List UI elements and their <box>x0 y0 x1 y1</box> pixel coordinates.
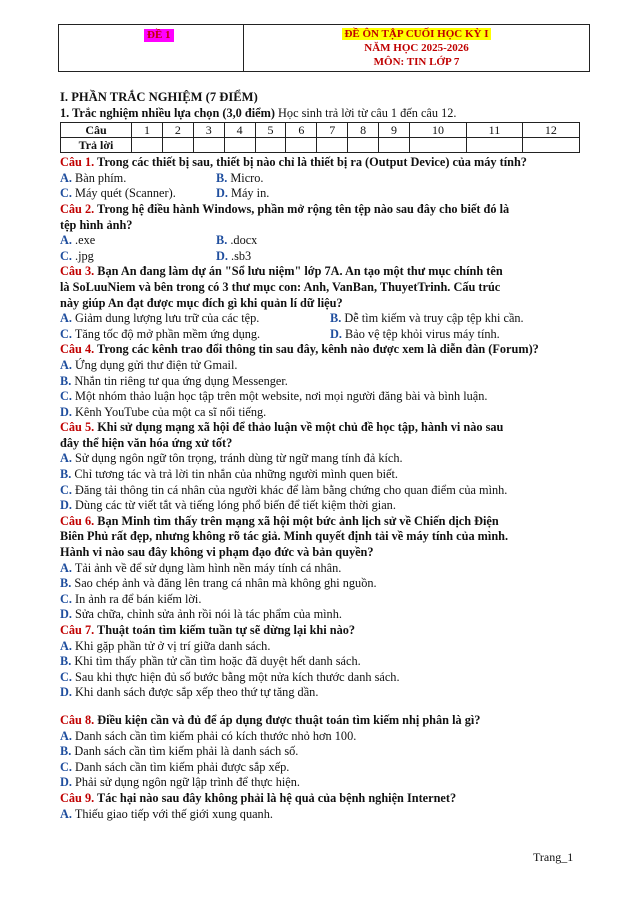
question-text-cont: Biên Phủ rất đẹp, nhưng không rõ tác giả. Minh quyết định tải về máy tính của mình. <box>60 529 509 544</box>
option-key: A. <box>60 451 72 466</box>
option-a: Khi gặp phần tử ở vị trí giữa danh sách. <box>71 638 271 653</box>
option-key: C. <box>60 248 72 263</box>
option-key: B. <box>330 311 342 326</box>
option-a: Tải ảnh về để sử dụng làm hình nền máy tính cá nhân. <box>71 560 342 575</box>
option-d: Dùng các từ viết tắt và tiếng lóng phổ biến để tiết kiệm thời gian. <box>71 498 396 513</box>
option-key: B. <box>60 576 72 591</box>
option-row <box>60 760 580 776</box>
question-text: Điều kiện cần và đủ để áp dụng được thuật toán tìm kiếm nhị phân là gì? <box>94 712 481 727</box>
school-year: NĂM HỌC 2025-2026 <box>364 42 469 54</box>
question-text: Bạn An đang làm dự án "Sổ lưu niệm" lớp 7A. An tạo một thư mục chính tên <box>94 264 503 279</box>
option-key: B. <box>60 373 72 388</box>
header-right-cell <box>244 27 589 69</box>
option-a: Bàn phím. <box>71 170 127 185</box>
section-title: I. PHẦN TRẮC NGHIỆM (7 ĐIỂM) <box>60 90 258 104</box>
table-num: 7 <box>317 123 348 138</box>
question-text: Trong các thiết bị sau, thiết bị nào chỉ là thiết bị ra (Output Device) của máy tính? <box>94 155 527 170</box>
question-number: Câu 1. <box>60 155 95 170</box>
option-key: D. <box>216 248 228 263</box>
table-num: 1 <box>132 123 163 138</box>
option-key: C. <box>60 326 72 341</box>
option-d: Bảo vệ tệp khỏi virus máy tính. <box>341 326 500 341</box>
question-number: Câu 3. <box>60 264 95 279</box>
spacer <box>60 701 580 713</box>
table-label-tra-loi: Trả lời <box>61 138 132 153</box>
options-row <box>60 311 580 327</box>
question-number: Câu 2. <box>60 201 95 216</box>
option-b: .docx <box>227 233 258 248</box>
question-text-cont: đây thể hiện văn hóa ứng xử tốt? <box>60 435 233 450</box>
option-key: A. <box>60 560 72 575</box>
question-text: Trong các kênh trao đổi thông tin sau đây, kênh nào được xem là diễn đàn (Forum)? <box>94 342 539 357</box>
option-key: C. <box>60 591 72 606</box>
table-num: 4 <box>224 123 255 138</box>
table-num: 8 <box>348 123 379 138</box>
option-c: In ảnh ra để bán kiếm lời. <box>71 591 202 606</box>
option-row <box>60 685 580 701</box>
option-row <box>60 775 580 791</box>
option-a: Ứng dụng gửi thư điện tử Gmail. <box>71 357 238 372</box>
answer-table-header-row <box>61 123 580 138</box>
option-key: D. <box>60 607 72 622</box>
answer-table <box>60 122 580 153</box>
question-8 <box>60 713 580 729</box>
option-key: D. <box>60 498 72 513</box>
answer-cell[interactable] <box>409 138 466 153</box>
option-d: Phải sử dụng ngôn ngữ lập trình để thực hiện. <box>71 775 300 790</box>
option-key: C. <box>60 759 72 774</box>
option-key: C. <box>60 389 72 404</box>
question-number: Câu 6. <box>60 513 95 528</box>
option-a: Sử dụng ngôn ngữ tôn trọng, tránh dùng từ ngữ mang tính đả kích. <box>71 451 403 466</box>
option-a: .exe <box>71 233 96 248</box>
answer-cell[interactable] <box>132 138 163 153</box>
question-number: Câu 7. <box>60 623 95 637</box>
option-a: Giảm dung lượng lưu trữ của các tệp. <box>71 311 260 326</box>
option-d: Kênh YouTube của một ca sĩ nổi tiếng. <box>71 404 267 419</box>
option-key: A. <box>60 170 72 185</box>
option-row <box>60 607 580 623</box>
question-text: Trong hệ điều hành Windows, phần mở rộng tên tệp nào sau đây cho biết đó là <box>94 201 510 216</box>
exam-header <box>58 24 590 72</box>
option-b: Nhắn tin riêng tư qua ứng dụng Messenger. <box>71 373 288 388</box>
question-number: Câu 4. <box>60 342 95 357</box>
option-a: Danh sách cần tìm kiếm phải có kích thước nhỏ hơn 100. <box>71 728 357 743</box>
question-text-cont: là SoLuuNiem và bên trong có 3 thư mục con: Anh, VanBan, ThuyetTrinh. Cấu trúc <box>60 279 501 294</box>
answer-cell[interactable] <box>286 138 317 153</box>
option-row <box>60 561 580 577</box>
option-d: Máy in. <box>227 186 270 201</box>
option-key: C. <box>60 482 72 497</box>
question-text-cont: tệp hình ảnh? <box>60 217 133 232</box>
option-row <box>60 729 580 745</box>
option-key: A. <box>60 638 72 653</box>
option-c: Một nhóm thảo luận học tập trên một website, nơi mọi người đăng bài và bình luận. <box>71 389 488 404</box>
answer-cell[interactable] <box>224 138 255 153</box>
options-row <box>60 186 580 202</box>
option-row <box>60 467 580 483</box>
option-key: D. <box>60 404 72 419</box>
table-num: 9 <box>379 123 410 138</box>
subsection-title <box>60 106 580 122</box>
question-9 <box>60 791 580 807</box>
option-row <box>60 807 580 823</box>
table-num: 5 <box>255 123 286 138</box>
answer-cell[interactable] <box>317 138 348 153</box>
option-key: D. <box>330 326 342 341</box>
header-left-cell <box>59 25 244 71</box>
option-row <box>60 576 580 592</box>
option-d: Sửa chữa, chỉnh sửa ảnh rồi nói là tác phẩm của mình. <box>71 607 342 622</box>
exam-content <box>60 90 580 822</box>
table-num: 2 <box>162 123 193 138</box>
question-number: Câu 5. <box>60 420 95 435</box>
option-b: Sao chép ảnh và đăng lên trang cá nhân mà không ghi nguồn. <box>71 576 377 591</box>
options-row <box>60 249 580 265</box>
question-number: Câu 9. <box>60 790 95 805</box>
exam-title: ĐỀ ÔN TẬP CUỐI HỌC KỲ I <box>344 28 489 40</box>
question-text: Khi sử dụng mạng xã hội để thảo luận về một chủ đề học tập, hành vi nào sau <box>94 420 504 435</box>
option-key: B. <box>60 654 72 669</box>
option-key: B. <box>216 233 228 248</box>
option-c: .jpg <box>71 248 94 263</box>
option-key: A. <box>60 233 72 248</box>
question-text: Thuật toán tìm kiếm tuần tự sẽ dừng lại khi nào? <box>94 623 356 637</box>
options-row <box>60 171 580 187</box>
question-4 <box>60 342 580 358</box>
answer-cell[interactable] <box>467 138 522 153</box>
option-key: A. <box>60 806 72 821</box>
option-row <box>60 592 580 608</box>
option-c: Đăng tải thông tin cá nhân của người khác để làm bằng chứng cho quan điểm của mình. <box>71 482 508 497</box>
option-key: D. <box>60 775 72 790</box>
question-6 <box>60 514 580 530</box>
answer-cell[interactable] <box>348 138 379 153</box>
table-num: 10 <box>409 123 466 138</box>
option-c: Máy quét (Scanner). <box>71 186 176 201</box>
option-b: Chỉ tương tác và trả lời tin nhắn của những người mình quen biết. <box>71 467 398 482</box>
question-text-cont: này giúp An đạt được mục đích gì khi quản lí dữ liệu? <box>60 295 343 310</box>
option-key: D. <box>60 685 72 700</box>
question-text-cont: Hành vi nào sau đây không vi phạm đạo đức và bản quyền? <box>60 545 374 560</box>
option-c: Sau khi thực hiện đủ số bước bằng một nửa kích thước danh sách. <box>71 669 400 684</box>
option-row <box>60 389 580 405</box>
table-label-cau: Câu <box>61 123 132 138</box>
option-key: C. <box>60 669 72 684</box>
option-key: C. <box>60 186 72 201</box>
option-key: D. <box>216 186 228 201</box>
answer-cell[interactable] <box>193 138 224 153</box>
question-text: Bạn Minh tìm thấy trên mạng xã hội một bức ảnh lịch sử về Chiến dịch Điện <box>94 513 499 528</box>
answer-cell[interactable] <box>162 138 193 153</box>
option-key: A. <box>60 357 72 372</box>
option-key: A. <box>60 311 72 326</box>
option-row <box>60 405 580 421</box>
option-row <box>60 498 580 514</box>
option-b: Khi tìm thấy phần tử cần tìm hoặc đã duyệt hết danh sách. <box>71 654 361 669</box>
answer-cell[interactable] <box>522 138 579 153</box>
subject: MÔN: TIN LỚP 7 <box>373 56 460 68</box>
option-row <box>60 639 580 655</box>
option-row <box>60 654 580 670</box>
option-row <box>60 483 580 499</box>
table-num: 11 <box>467 123 522 138</box>
option-row <box>60 451 580 467</box>
question-3 <box>60 264 580 280</box>
option-row <box>60 374 580 390</box>
question-number: Câu 8. <box>60 712 95 727</box>
subsection-instruction: Học sinh trả lời từ câu 1 đến câu 12. <box>274 105 457 120</box>
answer-cell[interactable] <box>255 138 286 153</box>
question-7 <box>60 623 580 639</box>
question-text: Tác hại nào sau đây không phải là hệ quả của bệnh nghiện Internet? <box>94 790 457 805</box>
exam-code: ĐỀ 1 <box>144 29 174 42</box>
option-row <box>60 358 580 374</box>
option-key: B. <box>216 170 228 185</box>
question-1 <box>60 155 580 171</box>
answer-cell[interactable] <box>379 138 410 153</box>
option-row <box>60 744 580 760</box>
question-2 <box>60 202 580 218</box>
option-d: .sb3 <box>227 248 252 263</box>
page-number: Trang_1 <box>533 850 574 864</box>
table-num: 6 <box>286 123 317 138</box>
option-a: Thiếu giao tiếp với thế giới xung quanh. <box>71 806 273 821</box>
option-b: Micro. <box>227 170 264 185</box>
option-c: Tăng tốc độ mở phần mềm ứng dụng. <box>71 326 261 341</box>
answer-table-answer-row <box>61 138 580 153</box>
options-row <box>60 233 580 249</box>
option-key: B. <box>60 467 72 482</box>
table-num: 12 <box>522 123 579 138</box>
subsection-title-bold: 1. Trắc nghiệm nhiều lựa chọn (3,0 điểm) <box>60 105 275 120</box>
option-row <box>60 670 580 686</box>
option-b: Danh sách cần tìm kiếm phải là danh sách số. <box>71 744 299 759</box>
option-b: Dễ tìm kiếm và truy cập tệp khi cần. <box>341 311 524 326</box>
option-c: Danh sách cần tìm kiếm phải được sắp xếp. <box>71 759 290 774</box>
question-5 <box>60 420 580 436</box>
options-row <box>60 327 580 343</box>
option-key: A. <box>60 728 72 743</box>
option-d: Khi danh sách được sắp xếp theo thứ tự tăng dần. <box>71 685 319 700</box>
option-key: B. <box>60 744 72 759</box>
table-num: 3 <box>193 123 224 138</box>
